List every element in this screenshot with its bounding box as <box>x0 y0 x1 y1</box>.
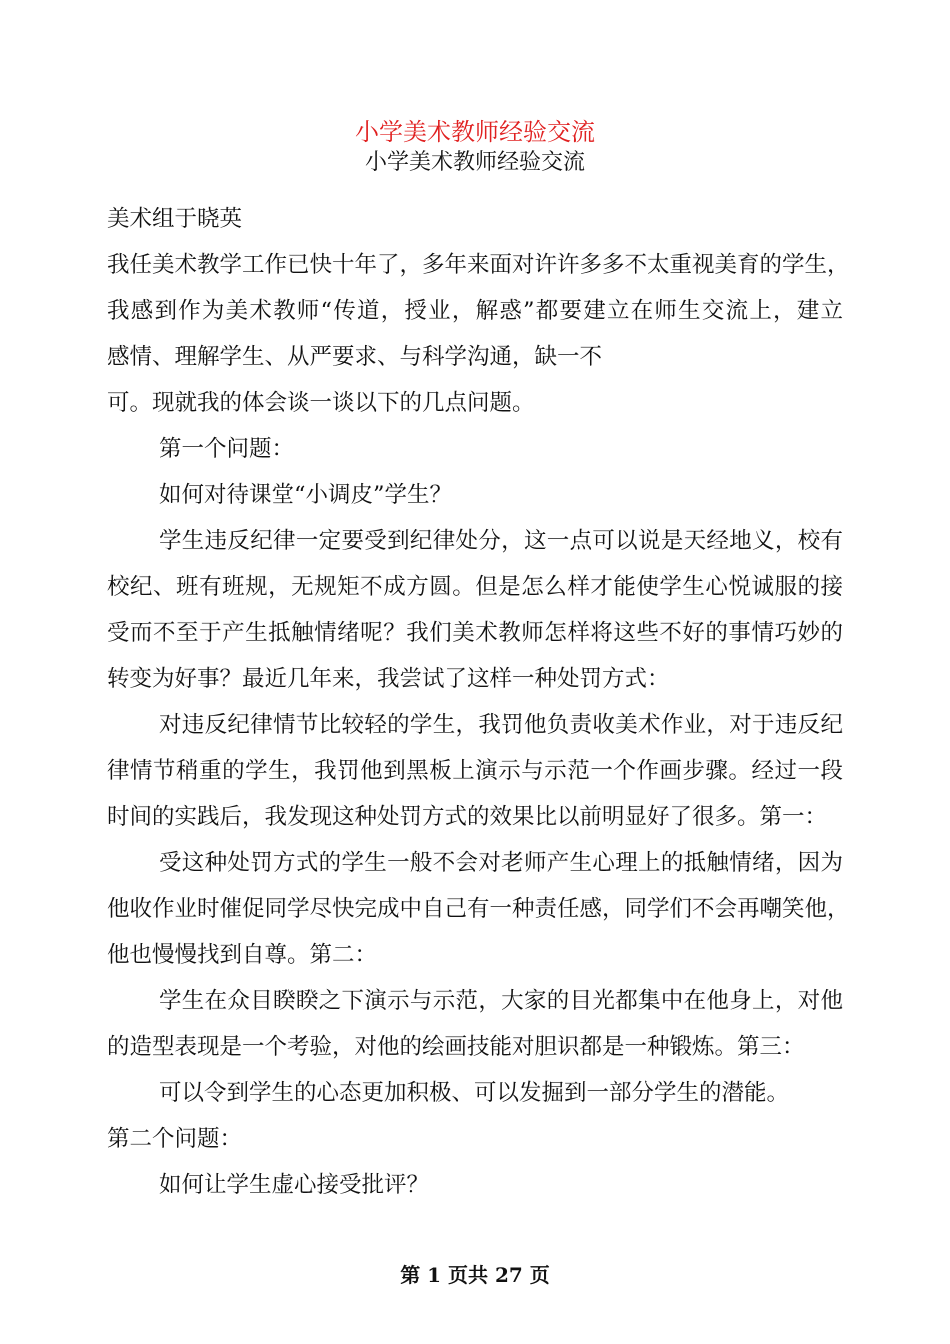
paragraph-line: 我感到作为美术教师“传道，授业，解惑”都要建立在师生交流上，建立 <box>107 298 843 324</box>
paragraph-line: 学生违反纪律一定要受到纪律处分，这一点可以说是天经地义，校有 <box>159 528 843 554</box>
paragraph-line: 对违反纪律情节比较轻的学生，我罚他负责收美术作业，对于违反纪 <box>159 712 843 738</box>
paragraph-line: 他收作业时催促同学尽快完成中自己有一种责任感，同学们不会再嘲笑他， <box>107 896 850 922</box>
section-question: 如何对待课堂“小调皮”学生？ <box>159 482 453 508</box>
author-line: 美术组于晓英 <box>107 206 243 232</box>
paragraph-line: 受这种处罚方式的学生一般不会对老师产生心理上的抵触情绪，因为 <box>159 850 843 876</box>
paragraph-line: 可以令到学生的心态更加积极、可以发掘到一部分学生的潜能。 <box>159 1080 790 1106</box>
page-indicator: 第 1 页共 27 页 <box>400 1263 550 1287</box>
document-body <box>107 196 850 1208</box>
document-subtitle: 小学美术教师经验交流 <box>364 150 585 175</box>
paragraph-line: 可。现就我的体会谈一谈以下的几点问题。 <box>107 390 535 416</box>
paragraph-line: 我任美术教学工作已快十年了，多年来面对许许多多不太重视美育的学生， <box>107 252 850 278</box>
paragraph-line: 校纪、班有班规，无规矩不成方圆。但是怎么样才能使学生心悦诚服的接 <box>107 574 843 600</box>
paragraph-line: 的造型表现是一个考验，对他的绘画技能对胆识都是一种锻炼。第三： <box>107 1034 805 1060</box>
paragraph-line: 学生在众目睽睽之下演示与示范，大家的目光都集中在他身上，对他 <box>159 988 843 1014</box>
paragraph-line: 受而不至于产生抵触情绪呢？我们美术教师怎样将这些不好的事情巧妙的 <box>107 620 843 646</box>
document-title: 小学美术教师经验交流 <box>355 118 595 146</box>
paragraph-line: 时间的实践后，我发现这种处罚方式的效果比以前明显好了很多。第一： <box>107 804 828 830</box>
section-question: 如何让学生虚心接受批评？ <box>159 1172 430 1198</box>
section-heading: 第一个问题： <box>159 436 295 462</box>
paragraph-line: 他也慢慢找到自尊。第二： <box>107 942 378 968</box>
paragraph-line: 转变为好事？最近几年来，我尝试了这样一种处罚方式： <box>107 666 670 692</box>
section-heading: 第二个问题： <box>107 1126 243 1152</box>
paragraph-line: 感情、理解学生、从严要求、与科学沟通，缺一不 <box>107 344 603 370</box>
paragraph-line: 律情节稍重的学生，我罚他到黑板上演示与示范一个作画步骤。经过一段 <box>107 758 843 784</box>
